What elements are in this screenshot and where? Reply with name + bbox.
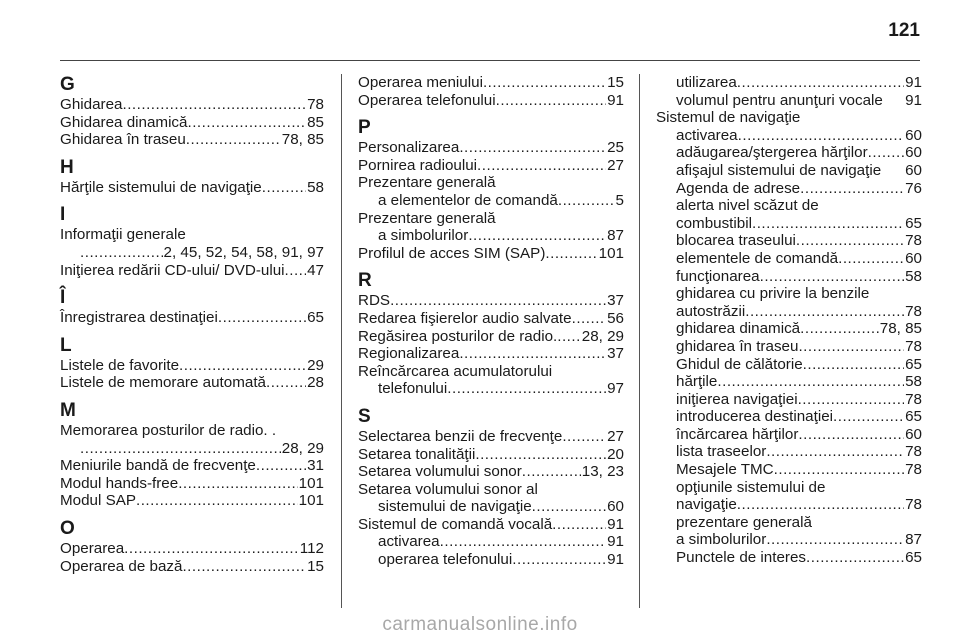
- entry-text: Setarea volumului sonor: [358, 463, 522, 481]
- index-column-1: [60, 74, 324, 575]
- section-letter: O: [60, 517, 75, 539]
- dot-leader: [477, 157, 606, 175]
- dot-leader: [80, 244, 163, 262]
- index-section: [60, 400, 324, 510]
- index-section: [60, 204, 324, 279]
- entry-page: 65: [905, 408, 922, 426]
- dot-leader: [745, 303, 904, 321]
- entry-page: 78: [905, 302, 922, 320]
- dot-leader: [800, 320, 879, 338]
- entry-page: 101: [598, 244, 624, 262]
- entry-text: Prezentare generală: [358, 209, 496, 227]
- column-divider: [341, 74, 342, 608]
- index-entry: [358, 516, 624, 534]
- dot-leader: [838, 250, 904, 268]
- index-entry: [60, 131, 324, 149]
- entry-page: 91: [607, 551, 624, 569]
- index-entry: [358, 498, 624, 516]
- entry-page: 37: [607, 345, 624, 363]
- dot-leader: [737, 74, 904, 92]
- entry-page: 78: [905, 390, 922, 408]
- entry-text: Operarea de bază: [60, 557, 183, 575]
- entry-text: Ghidarea în traseu: [60, 131, 186, 149]
- dot-leader: [796, 232, 904, 250]
- index-entry: [656, 285, 922, 303]
- entry-text: Punctele de interes: [676, 549, 807, 567]
- entry-page: 25: [607, 139, 624, 157]
- entry-text: Memorarea posturilor de radio. .: [60, 421, 277, 439]
- index-entry: [358, 174, 624, 192]
- index-entry: [656, 320, 922, 338]
- entry-text: ghidarea în traseu: [676, 337, 799, 355]
- section-letter: H: [60, 156, 74, 178]
- section-letter: S: [358, 405, 371, 427]
- entry-text: activarea: [676, 126, 738, 144]
- entry-text: Operarea meniului: [358, 74, 483, 91]
- entry-page: 15: [307, 557, 324, 575]
- index-column-3: [656, 74, 922, 567]
- entry-page: 60: [905, 126, 922, 144]
- dot-leader: [557, 328, 581, 346]
- watermark-text: carmanualsonline.info: [382, 614, 578, 635]
- dot-leader: [390, 292, 606, 310]
- index-entry: [358, 292, 624, 310]
- index-section: [60, 287, 324, 327]
- entry-text: autostrăzii: [676, 302, 746, 320]
- entry-text: hărţile: [676, 373, 718, 391]
- entry-page: 37: [607, 292, 624, 310]
- dot-leader: [80, 440, 281, 458]
- index-entry: [656, 356, 922, 374]
- entry-page: 31: [307, 457, 324, 475]
- entry-text: Redarea fişierelor audio salvate: [358, 309, 572, 327]
- entry-text: operarea telefonului: [378, 551, 513, 569]
- entry-page: 78: [905, 461, 922, 479]
- entry-text: utilizarea: [676, 74, 737, 91]
- dot-leader: [178, 475, 297, 493]
- index-entry: [358, 157, 624, 175]
- index-entry: [358, 310, 624, 328]
- index-entry: [60, 374, 324, 392]
- entry-text: lista traseelor: [676, 443, 767, 461]
- entry-page: 60: [607, 498, 624, 516]
- entry-text: Pornirea radioului: [358, 156, 478, 174]
- index-entry: [656, 531, 922, 549]
- index-entry: [656, 109, 922, 127]
- entry-text: sistemului de navigaţie: [378, 498, 532, 516]
- entry-text: introducerea destinaţiei: [676, 408, 834, 426]
- dot-leader: [483, 74, 606, 92]
- entry-page: 101: [298, 474, 324, 492]
- index-entry: [656, 250, 922, 268]
- dot-leader: [124, 540, 299, 558]
- dot-leader: [122, 96, 306, 114]
- entry-page: 20: [607, 445, 624, 463]
- entry-text: Setarea volumului sonor al: [358, 480, 538, 498]
- dot-leader: [468, 227, 606, 245]
- entry-text: Înregistrarea destinaţiei: [60, 309, 218, 327]
- dot-leader: [552, 516, 606, 534]
- entry-text: RDS: [358, 292, 391, 310]
- index-entry: [60, 475, 324, 493]
- entry-page: 65: [905, 355, 922, 373]
- entry-text: Informaţii generale: [60, 226, 186, 244]
- dot-leader: [256, 457, 306, 475]
- entry-page: 65: [905, 214, 922, 232]
- entry-text: Ghidarea: [60, 96, 123, 113]
- entry-page: 78, 85: [281, 131, 324, 149]
- dot-leader: [833, 408, 904, 426]
- entry-text: Operarea: [60, 539, 125, 557]
- dot-leader: [447, 380, 606, 398]
- dot-leader: [737, 496, 904, 514]
- index-section: [358, 270, 624, 398]
- entry-text: încărcarea hărţilor: [676, 425, 799, 443]
- index-entry: [358, 227, 624, 245]
- index-entry: [60, 457, 324, 475]
- entry-page: 85: [307, 113, 324, 131]
- entry-page: 5: [615, 191, 624, 209]
- index-entry: [656, 127, 922, 145]
- dot-leader: [558, 192, 615, 210]
- index-entry: [358, 481, 624, 499]
- entry-text: Selectarea benzii de frecvenţe: [358, 427, 563, 445]
- index-entry: [358, 245, 624, 263]
- index-entry: [358, 328, 624, 346]
- index-entry: [656, 549, 922, 567]
- entry-page: 78: [905, 337, 922, 355]
- entry-text: Personalizarea: [358, 139, 460, 157]
- entry-text: telefonului: [378, 380, 448, 398]
- index-entry: [358, 210, 624, 228]
- entry-page: 91: [607, 533, 624, 551]
- index-section: [60, 157, 324, 197]
- section-letter: G: [60, 74, 75, 95]
- entry-text: iniţierea navigaţiei: [676, 390, 798, 408]
- dot-leader: [803, 356, 904, 374]
- entry-text: prezentare generală: [676, 513, 812, 531]
- entry-text: Mesajele TMC: [676, 461, 774, 479]
- entry-page: 58: [905, 373, 922, 391]
- index-entry: [656, 268, 922, 286]
- dot-leader: [182, 558, 306, 576]
- entry-page: 28, 29: [281, 439, 324, 457]
- entry-page: 87: [905, 531, 922, 549]
- index-entry: [60, 96, 324, 114]
- index-entry: [358, 74, 624, 92]
- entry-text: Iniţierea redării CD-ului/ DVD-ului: [60, 261, 285, 279]
- index-entry: [656, 479, 922, 497]
- dot-leader: [496, 92, 606, 110]
- entry-page: 101: [298, 492, 324, 510]
- index-entry: [358, 192, 624, 210]
- entry-page: 91: [607, 91, 624, 109]
- entry-page: 28, 29: [581, 327, 624, 345]
- index-entry: [60, 558, 324, 576]
- dot-leader: [766, 531, 904, 549]
- entry-page: 60: [905, 161, 922, 179]
- dot-leader: [522, 463, 581, 481]
- section-letter: R: [358, 270, 372, 292]
- index-column-2: [358, 74, 624, 569]
- index-entry: [656, 426, 922, 444]
- index-entry: [656, 373, 922, 391]
- index-entry: [656, 443, 922, 461]
- index-entry: [656, 197, 922, 215]
- entry-text: Sistemul de comandă vocală: [358, 515, 553, 533]
- header-rule: [60, 60, 920, 61]
- index-entry: [358, 533, 624, 551]
- entry-page: 65: [905, 549, 922, 567]
- entry-page: 78: [905, 232, 922, 250]
- dot-leader: [798, 338, 904, 356]
- index-entry: [656, 461, 922, 479]
- dot-leader: [179, 357, 306, 375]
- entry-text: a elementelor de comandă: [378, 191, 558, 209]
- entry-page: 58: [905, 267, 922, 285]
- index-section: [60, 335, 324, 392]
- dot-leader: [545, 245, 597, 263]
- dot-leader: [475, 446, 606, 464]
- dot-leader: [760, 268, 905, 286]
- entry-text: Listele de memorare automată: [60, 374, 266, 392]
- index-section: [358, 406, 624, 569]
- entry-page: 78: [905, 496, 922, 514]
- column-divider: [639, 74, 640, 608]
- entry-page: 60: [905, 425, 922, 443]
- entry-text: Modul SAP: [60, 492, 136, 510]
- entry-text: Setarea tonalităţii: [358, 445, 476, 463]
- index-entry: [358, 363, 624, 381]
- index-entry: [656, 180, 922, 198]
- dot-leader: [262, 179, 306, 197]
- entry-page: 2, 45, 52, 54, 58, 91, 97: [163, 243, 324, 261]
- entry-text: Reîncărcarea acumulatorului: [358, 362, 553, 380]
- index-entry: [60, 114, 324, 132]
- dot-leader: [266, 374, 306, 392]
- entry-text: adăugarea/ştergerea hărţilor: [676, 144, 868, 162]
- entry-page: 27: [607, 427, 624, 445]
- entry-page: 78: [905, 443, 922, 461]
- dot-leader: [285, 262, 307, 280]
- index-entry: [60, 244, 324, 262]
- entry-text: ghidarea cu privire la benzile: [676, 285, 870, 303]
- dot-leader: [440, 533, 606, 551]
- dot-leader: [868, 144, 904, 162]
- dot-leader: [717, 373, 904, 391]
- page-number: 121: [888, 20, 920, 41]
- index-entry: [358, 139, 624, 157]
- entry-page: 97: [607, 380, 624, 398]
- index-entry: [656, 391, 922, 409]
- section-letter: M: [60, 399, 76, 421]
- section-letter: I: [60, 204, 66, 226]
- dot-leader: [738, 127, 904, 145]
- dot-leader: [766, 443, 904, 461]
- index-entry: [60, 540, 324, 558]
- index-entry: [358, 463, 624, 481]
- entry-page: 47: [307, 261, 324, 279]
- entry-page: 87: [607, 227, 624, 245]
- entry-text: Listele de favorite: [60, 356, 180, 374]
- entry-page: 56: [607, 309, 624, 327]
- index-entry: [60, 262, 324, 280]
- entry-text: activarea: [378, 533, 440, 551]
- index-entry: [358, 380, 624, 398]
- index-section: [358, 117, 624, 262]
- index-entry: [656, 92, 922, 110]
- dot-leader: [532, 498, 606, 516]
- index-section: [60, 518, 324, 575]
- index-entry: [60, 309, 324, 327]
- entry-text: funcţionarea: [676, 267, 760, 285]
- index-entry: [60, 226, 324, 244]
- entry-text: Ghidul de călătorie: [676, 355, 803, 373]
- entry-text: Regionalizarea: [358, 345, 460, 363]
- entry-text: combustibil: [676, 214, 752, 232]
- index-section: [60, 74, 324, 149]
- entry-page: 58: [307, 178, 324, 196]
- entry-text: Prezentare generală: [358, 174, 496, 192]
- entry-page: 78: [307, 96, 324, 113]
- entry-text: a simbolurilor: [378, 227, 469, 245]
- dot-leader: [798, 391, 905, 409]
- entry-page: 13, 23: [581, 463, 624, 481]
- entry-text: Modul hands-free: [60, 474, 179, 492]
- index-entry: [656, 74, 922, 92]
- dot-leader: [459, 345, 606, 363]
- entry-text: Hărţile sistemului de navigaţie: [60, 178, 262, 196]
- entry-text: Regăsirea posturilor de radio.: [358, 327, 558, 345]
- entry-text: Profilul de acces SIM (SAP): [358, 244, 546, 262]
- dot-leader: [187, 114, 306, 132]
- entry-page: 91: [905, 91, 922, 109]
- dot-leader: [800, 180, 904, 198]
- index-entry: [358, 428, 624, 446]
- index-entry: [60, 422, 324, 440]
- entry-text: alerta nivel scăzut de: [676, 197, 819, 215]
- index-entry: [60, 440, 324, 458]
- dot-leader: [774, 461, 904, 479]
- entry-text: elementele de comandă: [676, 249, 839, 267]
- index-entry: [656, 144, 922, 162]
- entry-page: 29: [307, 356, 324, 374]
- entry-text: volumul pentru anunţuri vocale: [676, 91, 883, 109]
- index-entry: [656, 215, 922, 233]
- entry-page: 76: [905, 179, 922, 197]
- index-entry: [656, 232, 922, 250]
- entry-page: 91: [607, 515, 624, 533]
- entry-page: 27: [607, 156, 624, 174]
- entry-text: afişajul sistemului de navigaţie: [676, 161, 882, 179]
- entry-page: 112: [299, 539, 324, 557]
- dot-leader: [186, 131, 281, 149]
- entry-text: navigaţie: [676, 496, 737, 514]
- index-section: [358, 74, 624, 109]
- index-section: [656, 74, 922, 567]
- index-entry: [656, 303, 922, 321]
- section-letter: P: [358, 117, 371, 139]
- entry-text: Sistemul de navigaţie: [656, 109, 801, 127]
- section-letter: Î: [60, 287, 66, 309]
- entry-page: 91: [905, 74, 922, 91]
- index-entry: [358, 551, 624, 569]
- entry-text: opţiunile sistemului de: [676, 478, 826, 496]
- dot-leader: [218, 309, 306, 327]
- index-entry: [656, 496, 922, 514]
- entry-page: 60: [905, 249, 922, 267]
- entry-text: ghidarea dinamică: [676, 320, 801, 338]
- dot-leader: [136, 492, 298, 510]
- index-entry: [60, 179, 324, 197]
- dot-leader: [562, 428, 606, 446]
- entry-text: blocarea traseului: [676, 232, 796, 250]
- entry-text: Operarea telefonului: [358, 91, 496, 109]
- index-entry: [656, 408, 922, 426]
- entry-page: 28: [307, 374, 324, 392]
- dot-leader: [572, 310, 607, 328]
- entry-text: Agenda de adrese: [676, 179, 801, 197]
- index-entry: [358, 446, 624, 464]
- index-entry: [60, 357, 324, 375]
- entry-text: Ghidarea dinamică: [60, 113, 188, 131]
- dot-leader: [806, 549, 904, 567]
- dot-leader: [752, 215, 904, 233]
- entry-page: 15: [607, 74, 624, 91]
- index-entry: [358, 92, 624, 110]
- index-entry: [358, 345, 624, 363]
- index-entry: [656, 514, 922, 532]
- dot-leader: [459, 139, 606, 157]
- dot-leader: [512, 551, 606, 569]
- entry-text: a simbolurilor: [676, 531, 767, 549]
- entry-page: 65: [307, 309, 324, 327]
- entry-page: 60: [905, 144, 922, 162]
- section-letter: L: [60, 334, 72, 356]
- dot-leader: [798, 426, 904, 444]
- index-entry: [60, 492, 324, 510]
- index-entry: [656, 162, 922, 180]
- index-entry: [656, 338, 922, 356]
- entry-text: Meniurile bandă de frecvenţe: [60, 457, 256, 475]
- entry-page: 78, 85: [879, 320, 922, 338]
